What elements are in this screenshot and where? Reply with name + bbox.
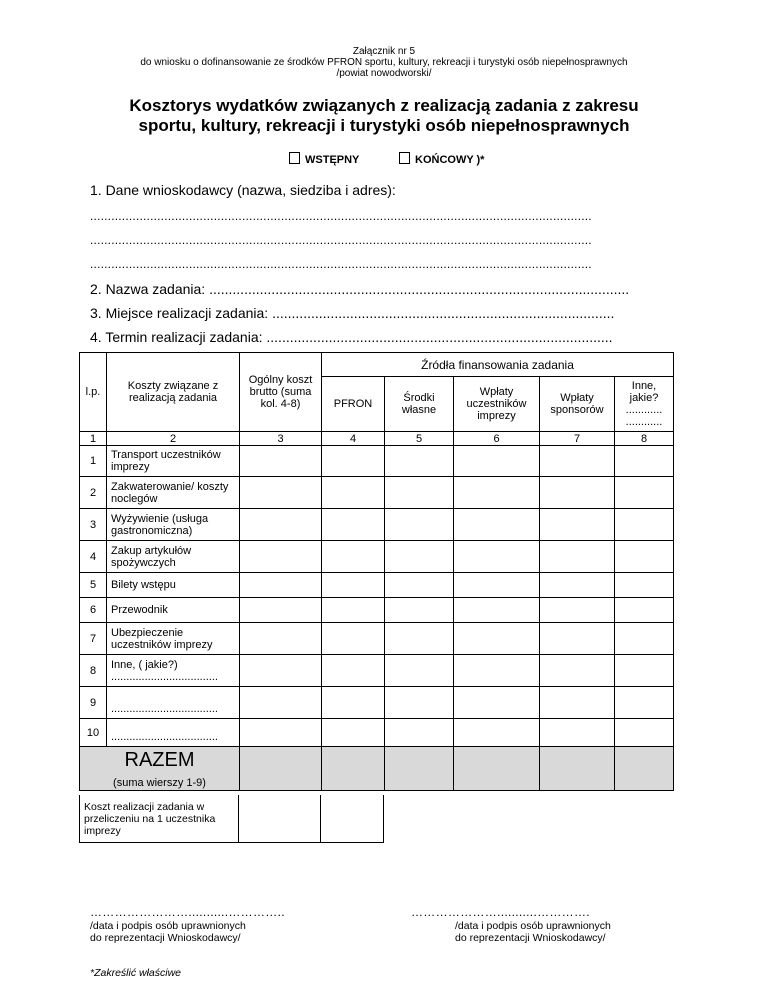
cell-pfron[interactable] bbox=[322, 623, 385, 655]
header-other-dots-2[interactable]: ............ bbox=[625, 416, 663, 428]
per-participant-label: Koszt realizacji zadania w przeliczeniu na 1 uczestnika imprezy bbox=[79, 795, 239, 843]
table-row bbox=[80, 446, 674, 477]
cell-other[interactable] bbox=[615, 477, 674, 509]
razem-row bbox=[80, 747, 674, 791]
row-label: Przewodnik bbox=[107, 598, 240, 623]
cell-sponsors[interactable] bbox=[540, 477, 615, 509]
signature-left-caption-1: /data i podpis osób uprawnionych bbox=[90, 920, 246, 932]
cell-sponsors[interactable] bbox=[540, 655, 615, 687]
signature-right-caption-1: /data i podpis osób uprawnionych bbox=[455, 920, 611, 932]
applicant-data-label: 1. Dane wnioskodawcy (nazwa, siedziba i adres): bbox=[90, 182, 396, 198]
option-preliminary-label: WSTĘPNY bbox=[305, 154, 360, 166]
table-row bbox=[80, 573, 674, 598]
checkbox-icon[interactable] bbox=[289, 152, 300, 164]
cell-own[interactable] bbox=[385, 541, 454, 573]
row-label bbox=[107, 687, 240, 719]
row-number: 10 bbox=[80, 719, 107, 747]
applicant-data-line-3[interactable]: .............................................................................................................................................. bbox=[90, 257, 592, 271]
col-number: 1 bbox=[80, 432, 107, 446]
col-number: 4 bbox=[322, 432, 385, 446]
razem-own[interactable] bbox=[385, 747, 454, 791]
header-pfron: PFRON bbox=[322, 377, 385, 432]
cell-own[interactable] bbox=[385, 477, 454, 509]
table-row bbox=[80, 477, 674, 509]
signature-left-line[interactable]: ……………………...........………….. bbox=[90, 905, 285, 919]
cell-pfron[interactable] bbox=[322, 541, 385, 573]
cell-total[interactable] bbox=[240, 541, 322, 573]
razem-total[interactable] bbox=[240, 747, 322, 791]
row-number: 5 bbox=[80, 573, 107, 598]
table-row bbox=[80, 509, 674, 541]
cell-total[interactable] bbox=[240, 687, 322, 719]
table-row bbox=[80, 719, 674, 747]
annex-number: Załącznik nr 5 bbox=[352, 46, 416, 57]
row-label-dots[interactable]: ................................... bbox=[111, 703, 218, 715]
cell-sponsors[interactable] bbox=[540, 687, 615, 719]
cell-total[interactable] bbox=[240, 446, 322, 477]
cell-participants[interactable] bbox=[454, 446, 540, 477]
razem-participants[interactable] bbox=[454, 747, 540, 791]
row-number: 6 bbox=[80, 598, 107, 623]
cell-participants[interactable] bbox=[454, 687, 540, 719]
col-number: 2 bbox=[107, 432, 240, 446]
row-label: Zakup artykułów spożywczych bbox=[107, 541, 240, 573]
task-date-field[interactable]: 4. Termin realizacji zadania: ......................................................................................... bbox=[90, 329, 613, 345]
col-number: 8 bbox=[615, 432, 674, 446]
cell-participants[interactable] bbox=[454, 719, 540, 747]
row-number: 3 bbox=[80, 509, 107, 541]
row-label: Transport uczestników imprezy bbox=[107, 446, 240, 477]
cell-pfron[interactable] bbox=[322, 719, 385, 747]
header-own: Środki własne bbox=[385, 377, 454, 432]
cell-total[interactable] bbox=[240, 598, 322, 623]
annex-description: do wniosku o dofinansowanie ze środków PFRON sportu, kultury, rekreacji i turystyki osób niepełnosprawnych bbox=[140, 57, 628, 68]
cell-total[interactable] bbox=[240, 509, 322, 541]
table-row bbox=[80, 687, 674, 719]
cell-own[interactable] bbox=[385, 655, 454, 687]
cell-pfron[interactable] bbox=[322, 509, 385, 541]
cell-other[interactable] bbox=[615, 655, 674, 687]
per-participant-total[interactable] bbox=[239, 795, 321, 843]
razem-sponsors[interactable] bbox=[540, 747, 615, 791]
cell-participants[interactable] bbox=[454, 541, 540, 573]
header-other-label: Inne, jakie? bbox=[629, 380, 659, 404]
row-number: 8 bbox=[80, 655, 107, 687]
applicant-data-line-1[interactable]: .............................................................................................................................................. bbox=[90, 209, 592, 223]
task-name-field[interactable]: 2. Nazwa zadania: ............................................................................................................ bbox=[90, 281, 630, 297]
cost-table bbox=[79, 352, 674, 791]
cell-other[interactable] bbox=[615, 446, 674, 477]
col-number: 5 bbox=[385, 432, 454, 446]
row-label: Wyżywienie (usługa gastronomiczna) bbox=[107, 509, 240, 541]
cell-sponsors[interactable] bbox=[540, 573, 615, 598]
option-preliminary[interactable] bbox=[289, 152, 359, 166]
razem-subtitle: (suma wierszy 1-9) bbox=[113, 776, 206, 789]
signature-right-caption-2: do reprezentacji Wnioskodawcy/ bbox=[455, 932, 606, 944]
row-label: Bilety wstępu bbox=[107, 573, 240, 598]
cell-other[interactable] bbox=[615, 573, 674, 598]
cell-pfron[interactable] bbox=[322, 446, 385, 477]
cell-participants[interactable] bbox=[454, 509, 540, 541]
razem-other[interactable] bbox=[615, 747, 674, 791]
cell-sponsors[interactable] bbox=[540, 598, 615, 623]
col-number: 6 bbox=[454, 432, 540, 446]
header-sources: Źródła finansowania zadania bbox=[322, 353, 674, 377]
row-number: 7 bbox=[80, 623, 107, 655]
row-label-dots[interactable]: ................................... bbox=[111, 670, 218, 683]
cell-participants[interactable] bbox=[454, 655, 540, 687]
document-title-line2: sportu, kultury, rekreacji i turystyki osób niepełnosprawnych bbox=[138, 116, 630, 135]
cell-pfron[interactable] bbox=[322, 573, 385, 598]
footnote: *Zakreślić właściwe bbox=[90, 967, 182, 979]
cell-participants[interactable] bbox=[454, 573, 540, 598]
cell-total[interactable] bbox=[240, 623, 322, 655]
cell-own[interactable] bbox=[385, 598, 454, 623]
table-row bbox=[80, 541, 674, 573]
cell-participants[interactable] bbox=[454, 477, 540, 509]
cell-sponsors[interactable] bbox=[540, 541, 615, 573]
razem-pfron[interactable] bbox=[322, 747, 385, 791]
razem-label bbox=[80, 747, 240, 791]
row-number: 2 bbox=[80, 477, 107, 509]
header-total: Ogólny koszt brutto (suma kol. 4-8) bbox=[240, 353, 322, 432]
header-lp: l.p. bbox=[80, 353, 107, 432]
annex-county: /powiat nowodworski/ bbox=[336, 68, 432, 79]
cell-own[interactable] bbox=[385, 509, 454, 541]
table-row bbox=[80, 598, 674, 623]
row-label bbox=[107, 655, 240, 687]
cell-sponsors[interactable] bbox=[540, 509, 615, 541]
cell-own[interactable] bbox=[385, 446, 454, 477]
cell-own[interactable] bbox=[385, 719, 454, 747]
cell-other[interactable] bbox=[615, 719, 674, 747]
cell-own[interactable] bbox=[385, 687, 454, 719]
cell-sponsors[interactable] bbox=[540, 719, 615, 747]
col-number: 7 bbox=[540, 432, 615, 446]
table-row bbox=[80, 655, 674, 687]
row-label-text: Inne, ( jakie?) bbox=[111, 658, 178, 671]
cell-other[interactable] bbox=[615, 509, 674, 541]
header-other-dots-1[interactable]: ............ bbox=[625, 404, 663, 416]
cell-other[interactable] bbox=[615, 623, 674, 655]
row-number: 9 bbox=[80, 687, 107, 719]
cell-other[interactable] bbox=[615, 541, 674, 573]
header-sponsors: Wpłaty sponsorów bbox=[540, 377, 615, 432]
cell-pfron[interactable] bbox=[322, 598, 385, 623]
cell-own[interactable] bbox=[385, 573, 454, 598]
header-participants: Wpłaty uczestników imprezy bbox=[454, 377, 540, 432]
cell-total[interactable] bbox=[240, 655, 322, 687]
cell-participants[interactable] bbox=[454, 623, 540, 655]
cell-other[interactable] bbox=[615, 598, 674, 623]
row-label: Zakwaterowanie/ koszty noclegów bbox=[107, 477, 240, 509]
checkbox-icon[interactable] bbox=[399, 152, 410, 164]
razem-title: RAZEM bbox=[124, 748, 195, 771]
document-title-line1: Kosztorys wydatków związanych z realizacją zadania z zakresu bbox=[129, 96, 639, 115]
cell-pfron[interactable] bbox=[322, 687, 385, 719]
row-label-dots[interactable]: ................................... bbox=[111, 731, 218, 743]
table-row bbox=[80, 623, 674, 655]
cell-pfron[interactable] bbox=[322, 477, 385, 509]
cell-other[interactable] bbox=[615, 687, 674, 719]
row-number: 1 bbox=[80, 446, 107, 477]
applicant-data-line-2[interactable]: .............................................................................................................................................. bbox=[90, 233, 592, 247]
cell-total[interactable] bbox=[240, 477, 322, 509]
row-label bbox=[107, 719, 240, 747]
cell-pfron[interactable] bbox=[322, 655, 385, 687]
option-final-label: KOŃCOWY )* bbox=[415, 154, 485, 166]
cell-participants[interactable] bbox=[454, 598, 540, 623]
col-number: 3 bbox=[240, 432, 322, 446]
per-participant-pfron[interactable] bbox=[321, 795, 384, 843]
option-final[interactable] bbox=[399, 152, 484, 166]
cell-total[interactable] bbox=[240, 573, 322, 598]
cell-own[interactable] bbox=[385, 623, 454, 655]
row-number: 4 bbox=[80, 541, 107, 573]
task-location-field[interactable]: 3. Miejsce realizacji zadania: ........................................................................................ bbox=[90, 305, 615, 321]
header-other bbox=[615, 377, 674, 432]
signature-right-line[interactable]: …………………...........…………. bbox=[411, 905, 590, 919]
cell-sponsors[interactable] bbox=[540, 623, 615, 655]
header-costs: Koszty związane z realizacją zadania bbox=[107, 353, 240, 432]
cell-sponsors[interactable] bbox=[540, 446, 615, 477]
cell-total[interactable] bbox=[240, 719, 322, 747]
row-label: Ubezpieczenie uczestników imprezy bbox=[107, 623, 240, 655]
signature-left-caption-2: do reprezentacji Wnioskodawcy/ bbox=[90, 932, 241, 944]
